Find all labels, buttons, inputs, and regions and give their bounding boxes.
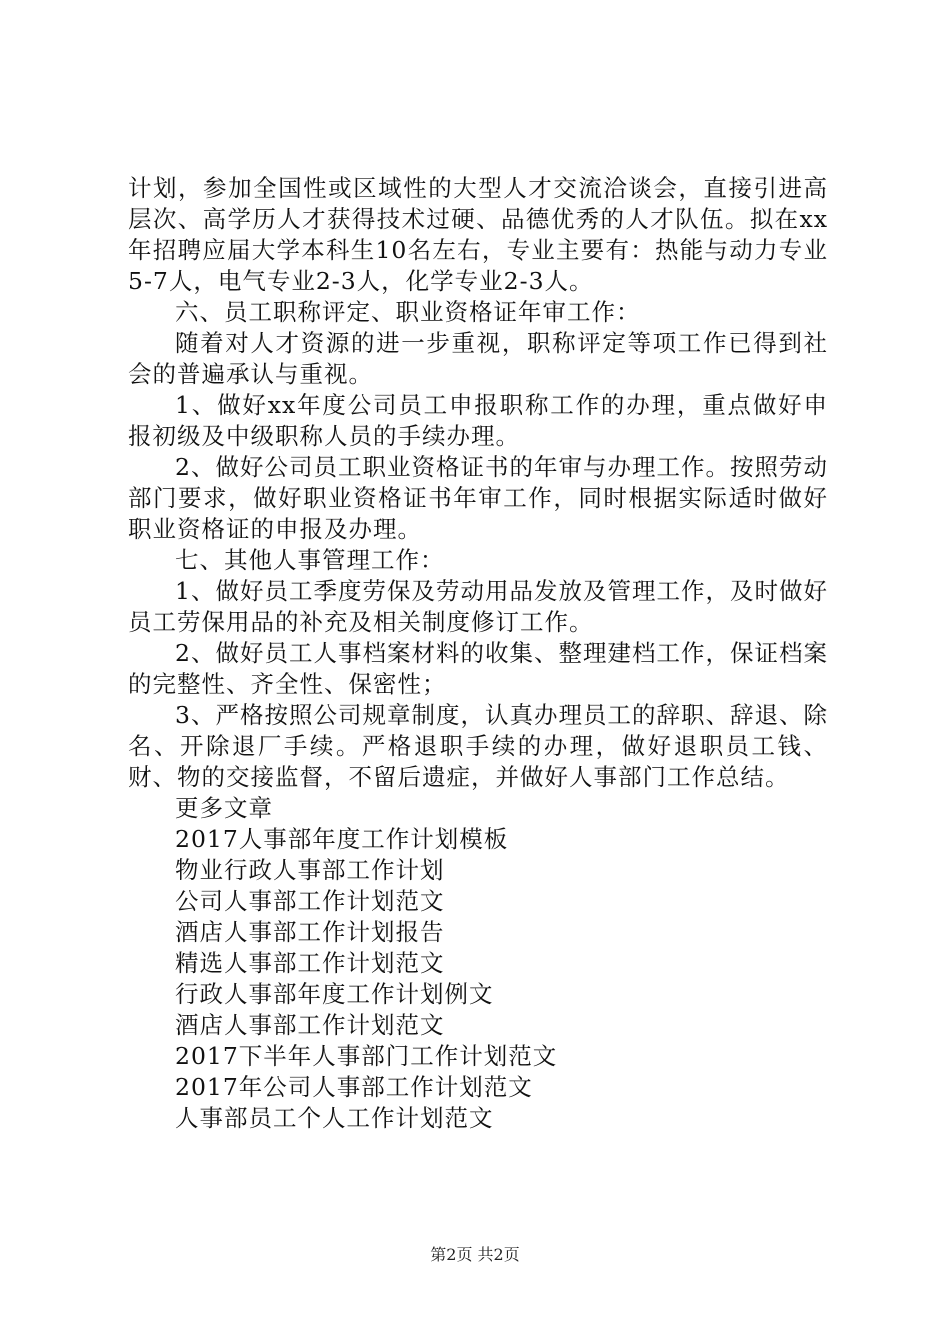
- related-article-link[interactable]: 2017下半年人事部门工作计划范文: [175, 1042, 558, 1070]
- related-article-link[interactable]: 行政人事部年度工作计划例文: [175, 980, 494, 1008]
- more-articles-heading: 更多文章: [175, 794, 273, 822]
- body-paragraph: 2、做好公司员工职业资格证书的年审与办理工作。按照劳动部门要求，做好职业资格证书年审工作，同时根据实际适时做好职业资格证的申报及办理。: [128, 453, 828, 543]
- related-articles-list: [128, 824, 828, 1134]
- body-paragraph: 3、严格按照公司规章制度，认真办理员工的辞职、辞退、除名、开除退厂手续。严格退职手续的办理，做好退职员工钱、财、物的交接监督，不留后遗症，并做好人事部门工作总结。: [128, 701, 828, 791]
- related-article-link[interactable]: 公司人事部工作计划范文: [175, 887, 445, 915]
- body-paragraph: 计划，参加全国性或区域性的大型人才交流洽谈会，直接引进高层次、高学历人才获得技术过硬、品德优秀的人才队伍。拟在xx年招聘应届大学本科生10名左右，专业主要有：热能与动力专业5-7人，电气专业2-3人，化学专业2-3人。: [128, 174, 828, 295]
- body-paragraph: 六、员工职称评定、职业资格证年审工作：: [175, 298, 641, 326]
- related-article-link[interactable]: 精选人事部工作计划范文: [175, 949, 445, 977]
- related-article-link[interactable]: 2017年公司人事部工作计划范文: [175, 1073, 533, 1101]
- body-paragraph: 七、其他人事管理工作：: [175, 546, 445, 574]
- paragraph-list: [128, 173, 828, 793]
- body-paragraph: 随着对人才资源的进一步重视，职称评定等项工作已得到社会的普遍承认与重视。: [128, 329, 828, 388]
- body-paragraph: 1、做好员工季度劳保及劳动用品发放及管理工作，及时做好员工劳保用品的补充及相关制度修订工作。: [128, 577, 828, 636]
- related-article-link[interactable]: 酒店人事部工作计划报告: [175, 918, 445, 946]
- body-paragraph: 1、做好xx年度公司员工申报职称工作的办理，重点做好申报初级及中级职称人员的手续办理。: [128, 391, 828, 450]
- related-article-link[interactable]: 2017人事部年度工作计划模板: [175, 825, 509, 853]
- related-article-link[interactable]: 人事部员工个人工作计划范文: [175, 1104, 494, 1132]
- related-article-link[interactable]: 酒店人事部工作计划范文: [175, 1011, 445, 1039]
- page-footer: 第2页 共2页: [430, 1245, 520, 1264]
- document-body: [128, 173, 828, 1134]
- related-article-link[interactable]: 物业行政人事部工作计划: [175, 856, 445, 884]
- body-paragraph: 2、做好员工人事档案材料的收集、整理建档工作，保证档案的完整性、齐全性、保密性；: [128, 639, 828, 698]
